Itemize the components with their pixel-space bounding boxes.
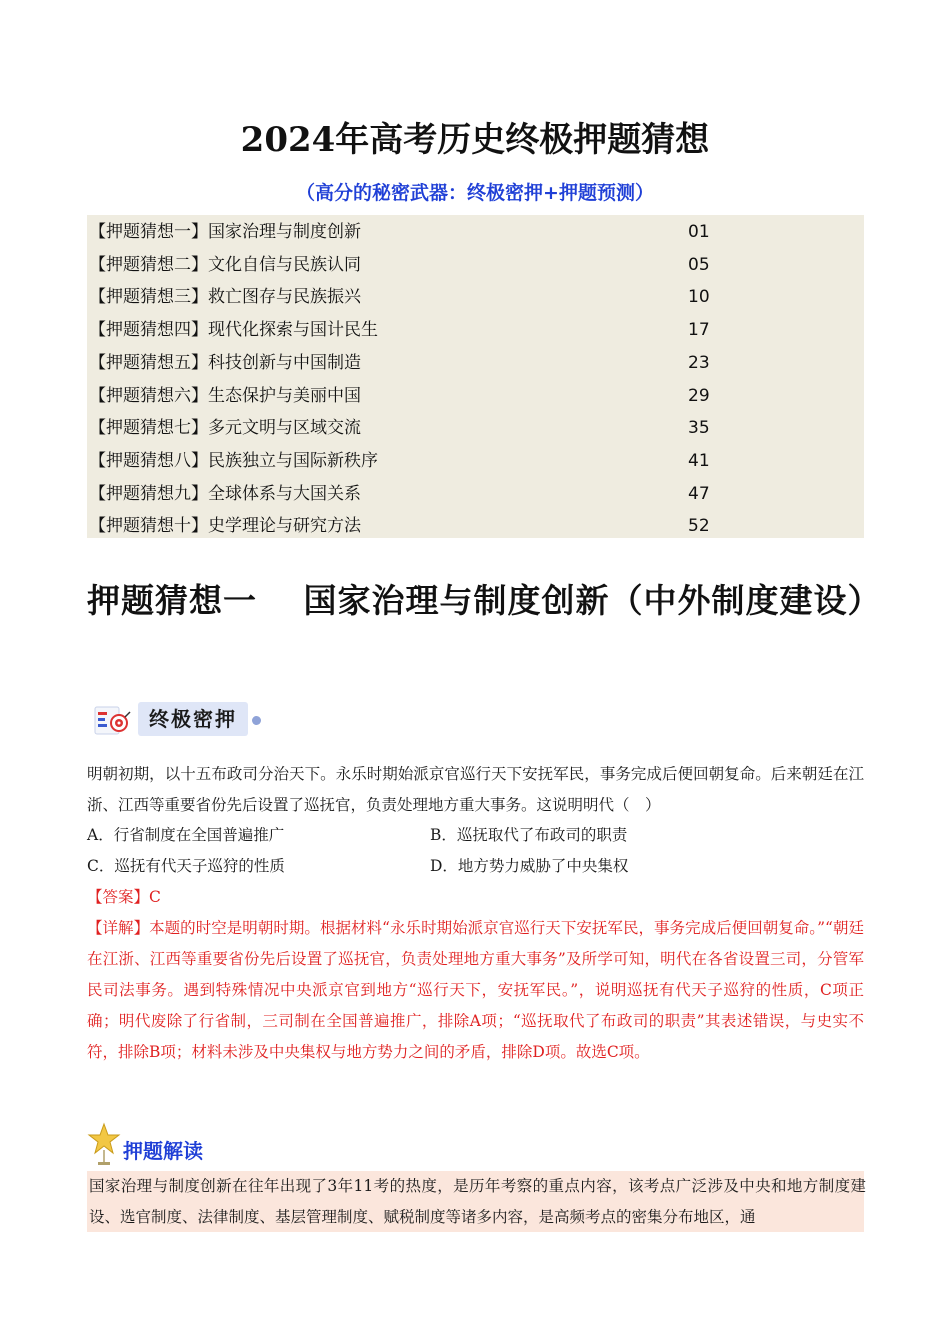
- toc-item[interactable]: [87, 216, 864, 248]
- toc-item[interactable]: [87, 478, 864, 510]
- toc-item[interactable]: [87, 380, 864, 412]
- toc-item-page: 47: [688, 484, 710, 504]
- toc-item-label: 【押题猜想十】史学理论与研究方法: [89, 516, 361, 536]
- document-title: 2024年高考历史终极押题猜想: [240, 120, 710, 160]
- toc-item-page: 29: [688, 386, 710, 406]
- toc-item-page: 10: [688, 287, 710, 307]
- interpretation-text: 国家治理与制度创新在往年出现了3年11考的热度，是历年考察的重点内容，该考点广泛涉及中央和地方制度建设、选官制度、法律制度、基层管理制度、赋税制度等诸多内容，是高频考点的密集分布地区，通: [89, 1177, 866, 1226]
- toc-item-label: 【押题猜想七】多元文明与区域交流: [89, 418, 361, 438]
- option-a: A．行省制度在全国普遍推广: [87, 826, 285, 844]
- detail-text: 【详解】本题的时空是明朝时期。根据材料“永乐时期始派京官巡行天下安抚军民，事务完成后便回朝复命。”“朝廷在江浙、江西等重要省份先后设置了巡抚官，负责处理地方重大事务”及所学可知，明代在各省设置三司，分管军民司法事务。遇到特殊情况中央派京官到地方“巡行天下，安抚军民。”，说明巡抚有代天子巡狩的性质，C项正确；明代废除了行省制，三司制在全国普遍推广，排除A项；“巡抚取代了布政司的职责”其表述错误，与史实不符，排除B项；材料未涉及中央集权与地方势力之间的矛盾，排除D项。故选C项。: [87, 919, 864, 1061]
- answer-text: 【答案】C: [87, 888, 161, 906]
- toc-item[interactable]: [87, 249, 864, 281]
- table-of-contents: [87, 215, 864, 538]
- toc-item-label: 【押题猜想六】生态保护与美丽中国: [89, 386, 361, 406]
- toc-item-label: 【押题猜想八】民族独立与国际新秩序: [89, 451, 378, 471]
- toc-item-label: 【押题猜想四】现代化探索与国计民生: [89, 320, 378, 340]
- option-d: D．地方势力威胁了中央集权: [430, 857, 629, 875]
- toc-item[interactable]: [87, 314, 864, 346]
- option-c: C．巡抚有代天子巡狩的性质: [87, 857, 285, 875]
- toc-item[interactable]: [87, 510, 864, 542]
- interpretation-box: [87, 1171, 864, 1232]
- option-b: B．巡抚取代了布政司的职责: [430, 826, 628, 844]
- section-heading: 押题猜想一 国家治理与制度创新（中外制度建设）: [87, 581, 882, 620]
- target-board-icon: [92, 704, 132, 738]
- document-subtitle: （高分的秘密武器：终极密押+押题预测）: [296, 182, 654, 204]
- interpretation-label: 押题解读: [123, 1139, 203, 1163]
- badge-dot: [252, 716, 261, 725]
- toc-item-label: 【押题猜想五】科技创新与中国制造: [89, 353, 361, 373]
- toc-item-label: 【押题猜想九】全球体系与大国关系: [89, 484, 361, 504]
- toc-item-page: 17: [688, 320, 710, 340]
- toc-item[interactable]: [87, 347, 864, 379]
- badge-label: 终极密押: [138, 702, 248, 736]
- toc-item-label: 【押题猜想三】救亡图存与民族振兴: [89, 287, 361, 307]
- toc-item-page: 41: [688, 451, 710, 471]
- toc-item[interactable]: [87, 412, 864, 444]
- toc-item-page: 23: [688, 353, 710, 373]
- question-text: 明朝初期，以十五布政司分治天下。永乐时期始派京官巡行天下安抚军民，事务完成后便回朝复命。后来朝廷在江浙、江西等重要省份先后设置了巡抚官，负责处理地方重大事务。这说明明代（ ）: [87, 765, 864, 814]
- section-badge: [92, 700, 262, 740]
- toc-item-page: 05: [688, 255, 710, 275]
- star-icon: [87, 1122, 121, 1166]
- toc-item-label: 【押题猜想一】国家治理与制度创新: [89, 222, 361, 242]
- toc-item-page: 35: [688, 418, 710, 438]
- toc-item-page: 52: [688, 516, 710, 536]
- toc-item[interactable]: [87, 445, 864, 477]
- toc-item-page: 01: [688, 222, 710, 242]
- toc-item[interactable]: [87, 281, 864, 313]
- toc-item-label: 【押题猜想二】文化自信与民族认同: [89, 255, 361, 275]
- interpretation-header: [87, 1122, 287, 1166]
